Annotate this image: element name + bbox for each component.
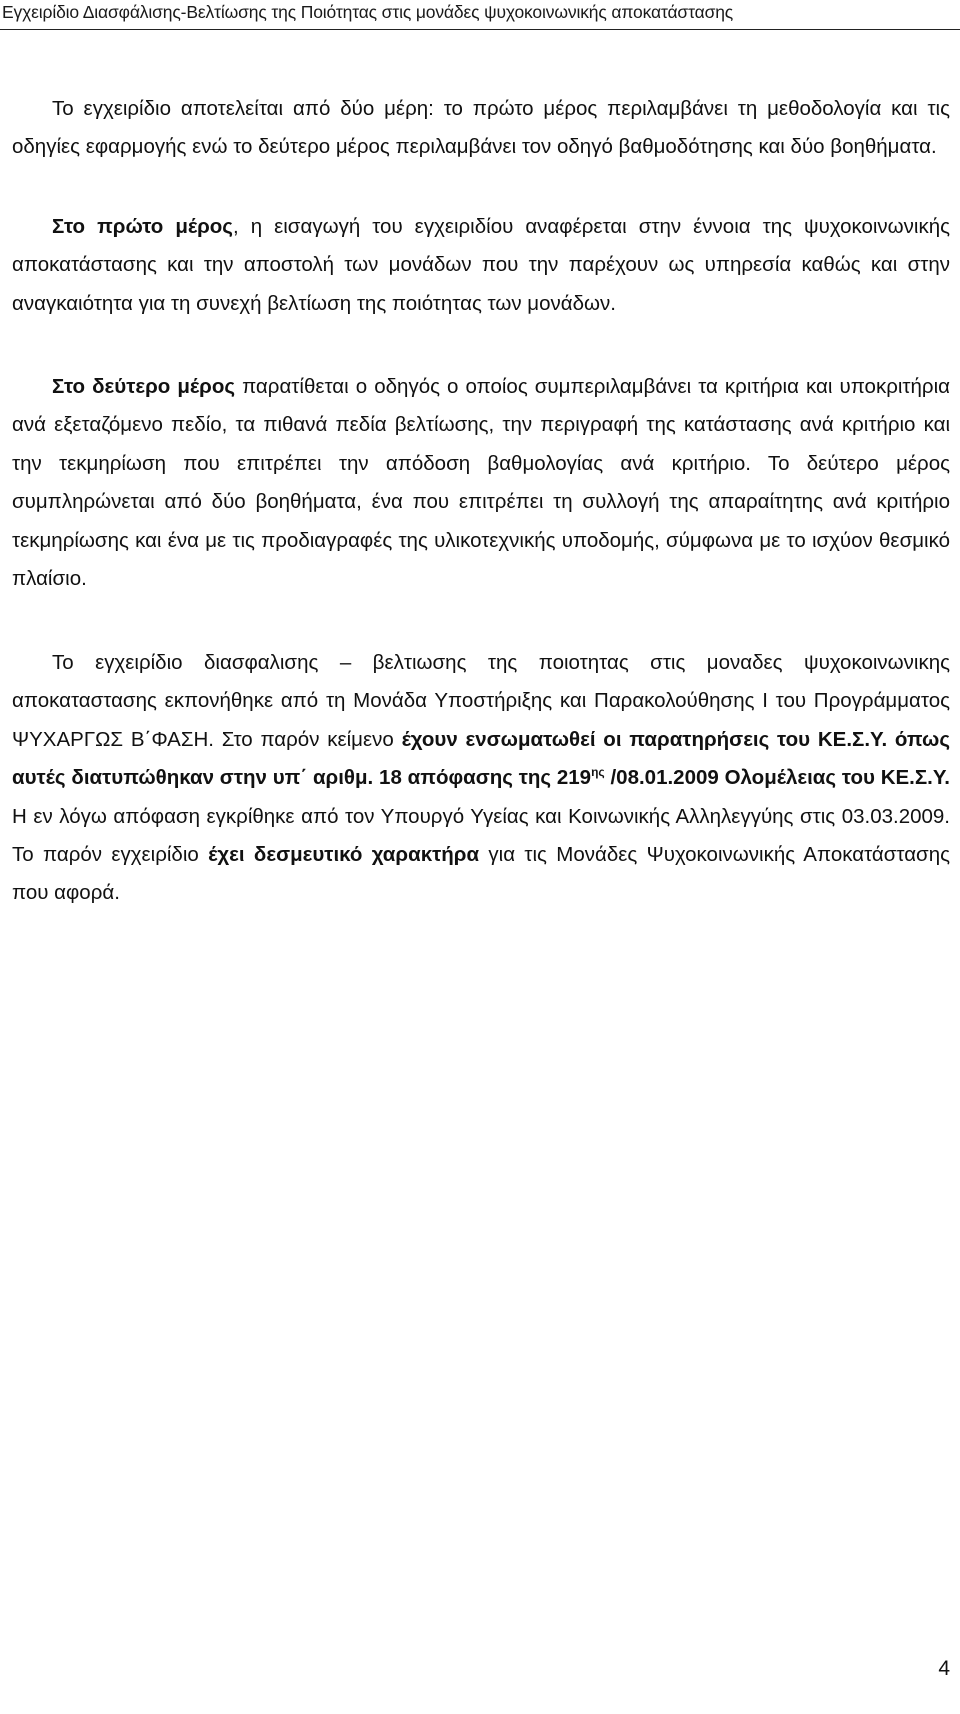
paragraph-text: Το εγχειρίδιο αποτελείται από δύο μέρη: το πρώτο μέρος περιλαμβάνει τη μεθοδολογία και τις οδηγίες εφαρμογής ενώ το δεύτερο μέρος περιλαμβάνει τον οδηγό βαθμοδότησης και δύο βοηθήματα. (12, 97, 950, 159)
page-header (0, 0, 960, 30)
bold-remarks-text: έχουν ενσωματωθεί οι παρατηρήσεις του ΚΕ.Σ.Υ. όπως αυτές διατυπώθηκαν στην υπ΄ αριθμ. 18 απόφασης της 219 (12, 727, 950, 790)
bold-lead: Στο πρώτο μέρος (52, 215, 233, 238)
paragraph-first-part (12, 208, 950, 323)
paragraph-text: , η εισαγωγή του εγχειριδίου αναφέρεται στην έννοια της ψυχοκοινωνικής αποκατάστασης και την αποστολή των μονάδων που την παρέχουν ως υπηρεσία καθώς και στην αναγκαιότητα για τη συνεχή βελτίωση της ποιότητας των μονάδων. (12, 215, 951, 315)
paragraph-text-2: Η εν λόγω απόφαση εγκρίθηκε από τον Υπουργό Υγείας και Κοινωνικής Αλληλεγγύης στις 03.03.2009. Το παρόν εγχειρίδιο (12, 804, 950, 867)
page-number: 4 (938, 1657, 950, 1680)
paragraph-second-part (12, 368, 950, 598)
ordinal-suffix: ης (591, 765, 605, 780)
bold-remarks-end: /08.01.2009 Ολομέλειας του ΚΕ.Σ.Υ. (604, 766, 950, 790)
paragraph-text-3: για τις Μονάδες Ψυχοκοινωνικής Αποκατάστασης που αφορά. (12, 843, 950, 905)
paragraph-text: Το εγχειρίδιο διασφαλισης – βελτιωσης της ποιοτητας στις μοναδες ψυχοκοινωνικης αποκαταστασης εκπονήθηκε από τη Μονάδα Υποστήριξης και Παρακολούθησης Ι του Προγράμματος ΨΥΧΑΡΓΩΣ Β΄ΦΑΣΗ. Στο παρόν κείμενο (12, 651, 950, 751)
paragraph-text: παρατίθεται ο οδηγός ο οποίος συμπεριλαμβάνει τα κριτήρια και υποκριτήρια ανά εξεταζόμενο πεδίο, τα πιθανά πεδία βελτίωσης, την περιγραφή της κατάστασης ανά κριτήριο και την τεκμηρίωση που επιτρέπει την απόδοση βαθμολογίας ανά κριτήριο. Το δεύτερο μέρος συμπληρώνεται από δύο βοηθήματα, ένα που επιτρέπει τη συλλογή της απαραίτητης ανά κριτήριο τεκμηρίωσης και ένα με τις προδιαγραφές της υλικοτεχνικής υποδομής, σύμφωνα με το ισχύον θεσμικό πλαίσιο. (12, 375, 950, 591)
header-title: Εγχειρίδιο Διασφάλισης-Βελτίωσης της Ποιότητας στις μονάδες ψυχοκοινωνικής αποκατάστασης (2, 2, 734, 22)
paragraph-structure (12, 90, 950, 167)
bold-binding: έχει δεσμευτικό χαρακτήρα (208, 843, 480, 867)
paragraph-approval (12, 644, 950, 913)
bold-lead: Στο δεύτερο μέρος (52, 375, 236, 398)
